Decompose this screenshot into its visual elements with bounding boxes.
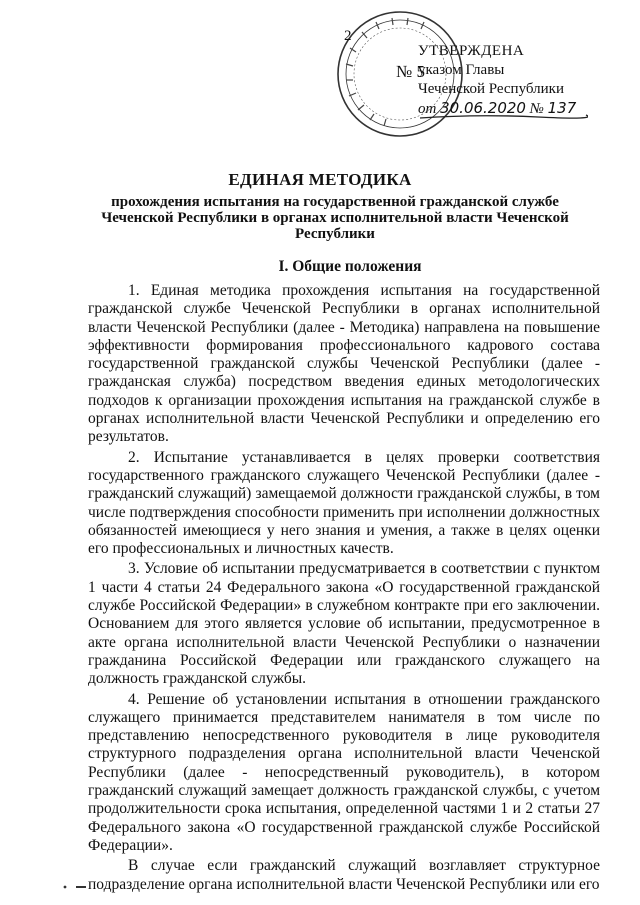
paragraph-1: 1. Единая методика прохождения испытания на государственной гражданской службе Чеченской Республики в органах исполнительной власти Чеченской Республики (далее - Методика) направлена на повышение эффективности формирования профессионального кадрового состава государственной гражданской службы Чеченской Республики (далее - гражданская служба) посредством введения единых методологических подходов к организации прохождения испытания на гражданской службе в органах исполнительной власти Чеченской Республики и определению его результатов. — [88, 282, 600, 446]
paragraph-5: В случае если гражданский служащий возглавляет структурное подразделение органа исполнительной власти Чеченской Республики или его — [88, 857, 600, 893]
scan-mark — [62, 884, 92, 890]
document-title: ЕДИНАЯ МЕТОДИКА — [228, 170, 412, 189]
date-prefix: от — [418, 101, 437, 117]
approval-line-2: указом Главы — [418, 62, 505, 78]
paragraph-2: 2. Испытание устанавливается в целях проверки соответствия государственного гражданского служащего Чеченской Республики (далее - гражданский служащий) замещаемой должности гражданской службы, в том числе подтверждения способности применить при исполнении должностных обязанностей имеющиеся у него знания и умения, а также в целях оценки его профессиональных и личностных качеств. — [88, 448, 600, 558]
approval-line-3: Чеченской Республики — [418, 81, 564, 97]
number-prefix: № — [529, 101, 544, 117]
approved-label: УТВЕРЖДЕНА — [418, 43, 525, 59]
paragraph-4: 4. Решение об установлении испытания в отношении гражданского служащего принимается представителем нанимателя в том числе по представлению непосредственного руководителя в лице руководителя структурного подразделения органа исполнительной власти Чеченской Республики (далее - непосредственный руководитель), в котором гражданский служащий замещает должность гражданской службы, с учетом продолжительности срока испытания, определенной частями 1 и 2 статьи 27 Федерального закона «О государственной гражданской службе Российской Федерации». — [88, 690, 600, 854]
paragraph-3: 3. Условие об испытании предусматривается в соответствии с пунктом 1 части 4 статьи 24 Федерального закона «О государственной гражданской службе Российской Федерации» в служебном контракте при его заключении. Основанием для этого является условие об испытании, предусмотренное в акте органа исполнительной власти Чеченской Республики о назначении гражданина Российской Федерации или гражданского служащего на должность гражданской службы. — [88, 560, 600, 688]
page-number: 2 — [344, 28, 352, 44]
section-heading: I. Общие положения — [278, 258, 422, 275]
approval-number: 137 — [547, 99, 577, 117]
registration-number: № 5 — [396, 62, 425, 81]
approval-date: 30.06.2020 — [440, 99, 526, 117]
document-subtitle: прохождения испытания на государственной гражданской службе Чеченской Республики в органах исполнительной власти Чеченской Республики — [101, 194, 569, 242]
approval-block — [396, 42, 577, 119]
date-underline — [418, 106, 588, 122]
document-body — [88, 282, 600, 896]
